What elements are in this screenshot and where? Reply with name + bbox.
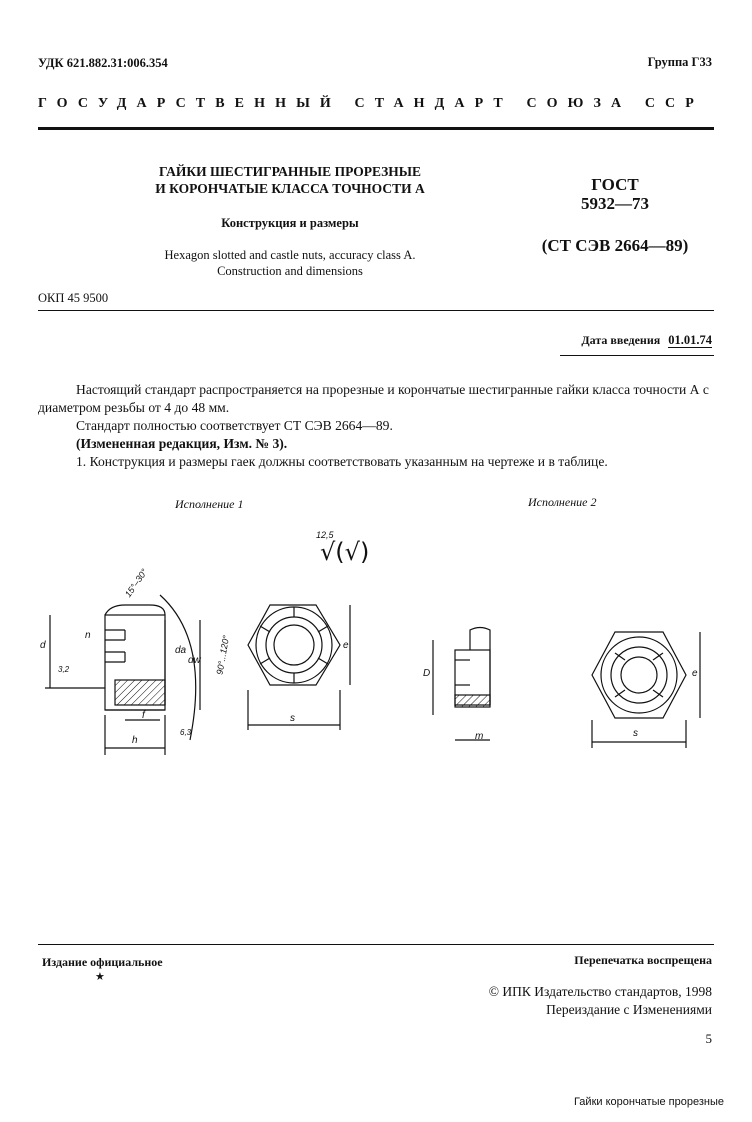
angle-bearing: 90°...120°	[214, 634, 232, 676]
body-text	[38, 381, 714, 471]
introduction-date	[581, 333, 712, 348]
nut-top-view-2	[592, 632, 686, 718]
date-label: Дата введения	[581, 333, 661, 347]
dim-f: f	[142, 710, 145, 721]
footer-rule	[38, 944, 714, 945]
okp-code: ОКП 45 9500	[38, 291, 109, 305]
copyright-line: © ИПК Издательство стандартов, 1998	[488, 984, 712, 999]
okp-rule	[38, 310, 714, 311]
roughness-3-2: 3,2	[58, 665, 70, 674]
dim-h: h	[132, 735, 138, 746]
roughness-symbol: √(√)	[320, 538, 370, 566]
roughness-value: 12,5	[316, 530, 334, 540]
paragraph-scope: Настоящий стандарт распространяется на прорезные и корончатые шестигранные гайки класса точности А с диаметром резьбы от 4 до 48 мм.	[38, 382, 709, 415]
paragraph-amendment: (Измененная редакция, Изм. № 3).	[76, 436, 288, 451]
caption-version-1: Исполнение 1	[175, 497, 244, 511]
title-line-2: И КОРОНЧАТЫЕ КЛАССА ТОЧНОСТИ А	[155, 181, 425, 196]
date-rule	[560, 355, 714, 356]
gost-label: ГОСТ	[591, 175, 639, 194]
english-title-line-2: Construction and dimensions	[217, 264, 363, 278]
copyright-block	[412, 983, 712, 1019]
dim-dw: dw	[188, 655, 201, 666]
star-mark: ★	[95, 971, 105, 983]
official-edition: Издание официальное	[42, 955, 163, 969]
dim-m: m	[475, 731, 484, 742]
dim-s-1: s	[290, 713, 295, 724]
caption-version-2: Исполнение 2	[528, 495, 597, 509]
dim-e-1: e	[343, 640, 349, 651]
state-standard-heading: ГОСУДАРСТВЕННЫЙ СТАНДАРТ СОЮЗА ССР	[38, 96, 704, 111]
document-subtitle: Конструкция и размеры	[221, 216, 359, 230]
nut-top-view-1	[248, 605, 340, 685]
nut-side-view-2	[455, 628, 490, 708]
dim-D: D	[423, 668, 431, 679]
page-number: 5	[705, 1031, 712, 1046]
technical-drawing	[0, 560, 752, 760]
reprint-prohibited: Перепечатка воспрещена	[574, 953, 712, 967]
english-title	[110, 247, 470, 279]
dim-n: n	[85, 630, 91, 641]
dim-d: d	[40, 640, 46, 651]
header-rule	[38, 127, 714, 130]
dim-s-2: s	[633, 728, 638, 739]
document-title	[130, 163, 450, 197]
nut-side-view-1	[105, 605, 165, 710]
st-sev-reference: (СТ СЭВ 2664—89)	[541, 236, 689, 255]
bottom-caption: Гайки корончатые прорезные	[573, 1096, 724, 1108]
english-title-line-1: Hexagon slotted and castle nuts, accuracy class A.	[164, 248, 416, 262]
paragraph-conformance: Стандарт полностью соответствует СТ СЭВ 2664—89.	[76, 418, 393, 433]
roughness-6-3: 6,3	[180, 728, 192, 737]
angle-chamfer: 15°–30°	[122, 566, 150, 600]
date-value: 01.01.74	[668, 333, 712, 347]
title-line-1: ГАЙКИ ШЕСТИГРАННЫЕ ПРОРЕЗНЫЕ	[158, 164, 422, 179]
gost-number: 5932—73	[581, 194, 649, 213]
reissue-line: Переиздание с Изменениями	[546, 1002, 712, 1017]
dim-e-2: e	[692, 668, 698, 679]
group-code: Группа Г33	[647, 55, 712, 69]
udk-code: УДК 621.882.31:006.354	[38, 56, 168, 70]
dim-da: da	[175, 645, 187, 656]
paragraph-construction: 1. Конструкция и размеры гаек должны соответствовать указанным на чертеже и в таблице.	[76, 454, 608, 469]
gost-designation	[530, 175, 700, 213]
